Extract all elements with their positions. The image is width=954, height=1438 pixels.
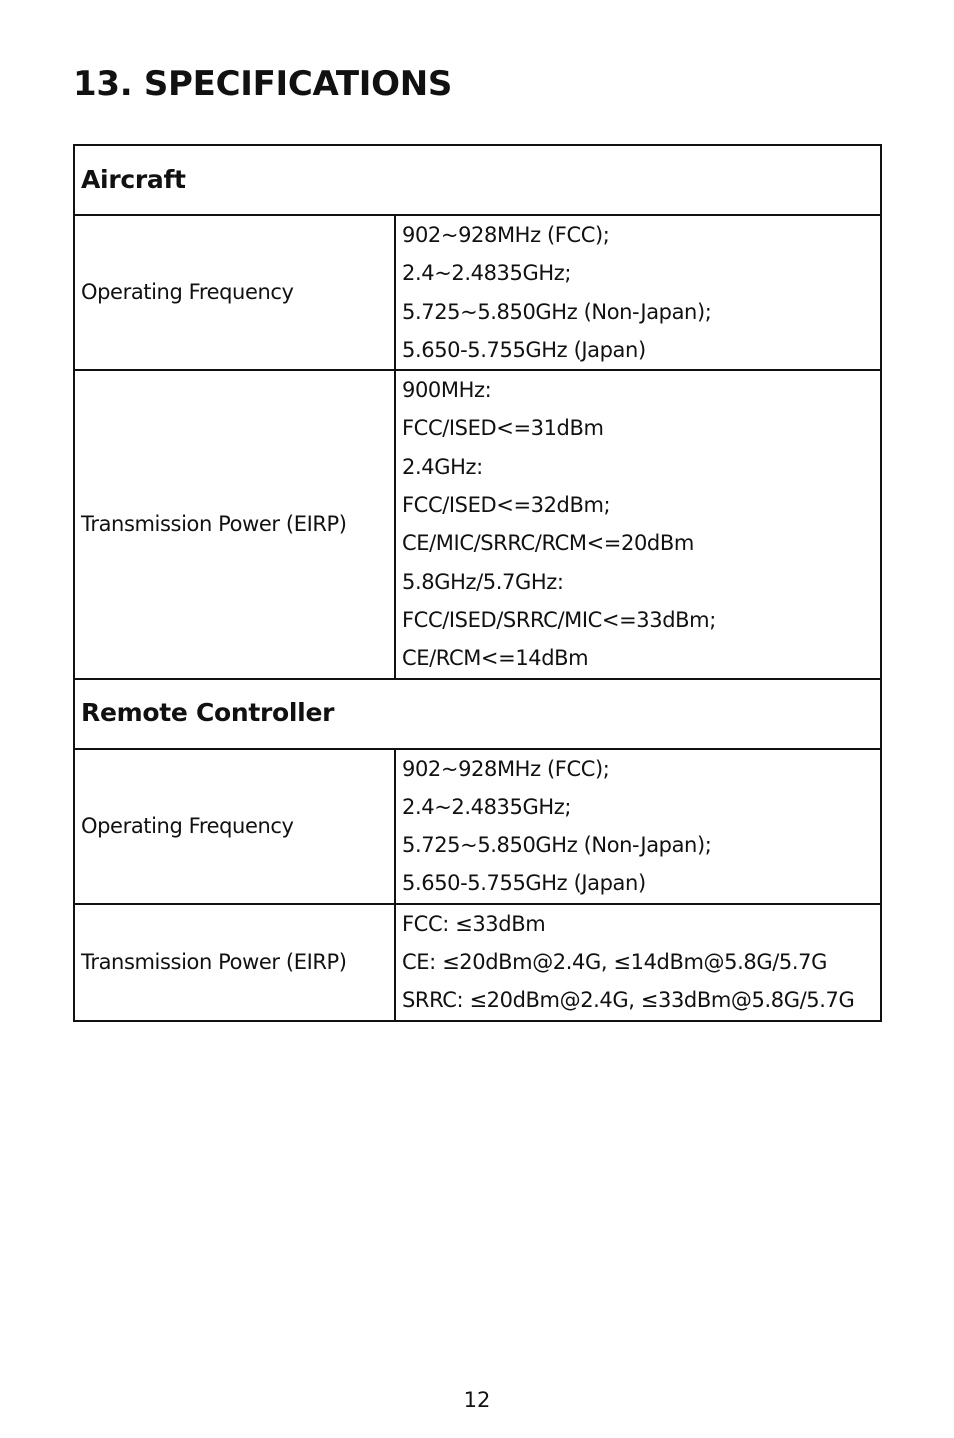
spec-value-line: FCC: ≤33dBm (402, 911, 546, 936)
spec-row-remote-transmission-power (74, 904, 881, 1021)
section-heading-aircraft: Aircraft (74, 145, 881, 215)
spec-value-line: 5.650-5.755GHz (Japan) (402, 871, 646, 896)
spec-value-line: 5.725~5.850GHz (Non-Japan); (402, 833, 712, 858)
spec-value-line: 5.650-5.755GHz (Japan) (402, 337, 646, 362)
spec-value-line: 902~928MHz (FCC); (402, 223, 610, 247)
spec-value-line: CE/RCM<=14dBm (402, 646, 589, 671)
spec-row-aircraft-operating-frequency (74, 215, 881, 370)
page-title: 13. SPECIFICATIONS (73, 64, 453, 104)
spec-row-remote-operating-frequency (74, 749, 881, 904)
spec-row-aircraft-transmission-power (74, 370, 881, 678)
section-header-row (74, 145, 881, 215)
spec-value-line: 902~928MHz (FCC); (402, 756, 610, 781)
spec-value-line: CE: ≤20dBm@2.4G, ≤14dBm@5.8G/5.7G (402, 950, 827, 975)
spec-value (395, 904, 881, 1021)
spec-value-line: 5.725~5.850GHz (Non-Japan); (402, 299, 712, 324)
spec-value-line: SRRC: ≤20dBm@2.4G, ≤33dBm@5.8G/5.7G (402, 988, 855, 1013)
specifications-table (73, 144, 882, 1022)
page-number: 12 (463, 1388, 491, 1412)
spec-value-line: 2.4~2.4835GHz; (402, 261, 572, 286)
spec-value-line: FCC/ISED<=31dBm (402, 416, 604, 441)
spec-label: Operating Frequency (74, 749, 395, 904)
spec-value-line: CE/MIC/SRRC/RCM<=20dBm (402, 531, 694, 556)
spec-value-line: 5.8GHz/5.7GHz: (402, 569, 564, 594)
spec-value (395, 749, 881, 904)
section-heading-remote-controller: Remote Controller (74, 679, 881, 749)
spec-value-line: FCC/ISED<=32dBm; (402, 493, 611, 518)
spec-label: Operating Frequency (74, 215, 395, 370)
spec-value-line: 2.4GHz: (402, 454, 483, 479)
spec-value-line: 2.4~2.4835GHz; (402, 794, 572, 819)
spec-value (395, 215, 881, 370)
spec-label: Transmission Power (EIRP) (74, 904, 395, 1021)
spec-value (395, 370, 881, 678)
section-header-row (74, 679, 881, 749)
spec-value-line: 900MHz: (402, 378, 492, 403)
spec-value-line: FCC/ISED/SRRC/MIC<=33dBm; (402, 607, 716, 632)
spec-label: Transmission Power (EIRP) (74, 370, 395, 678)
